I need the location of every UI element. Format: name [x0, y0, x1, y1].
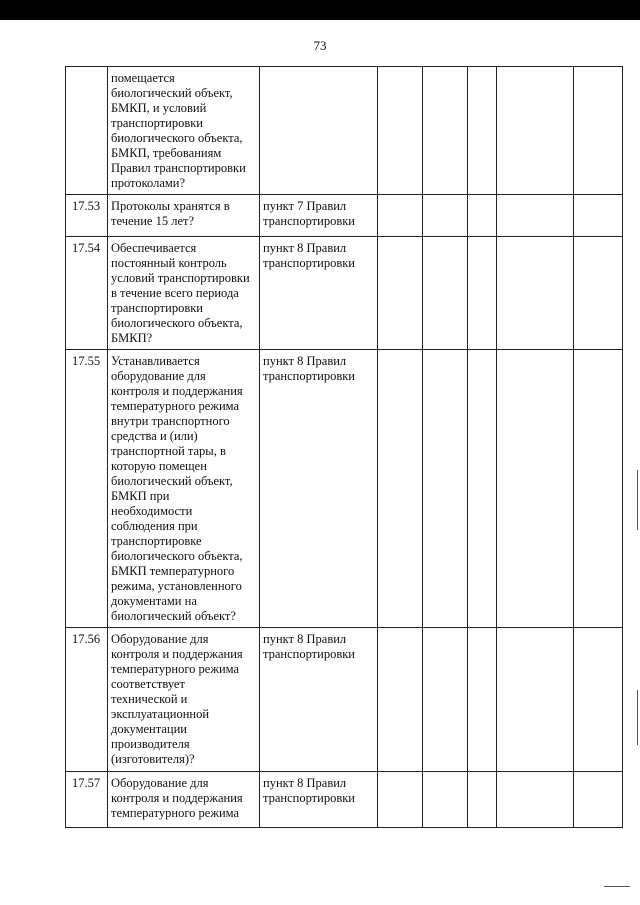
table-row [66, 772, 623, 828]
empty-cell [574, 67, 623, 195]
page-number: 73 [313, 38, 327, 53]
row-number: 17.56 [66, 628, 108, 772]
empty-cell [468, 67, 497, 195]
empty-cell [574, 772, 623, 828]
row-number: 17.57 [66, 772, 108, 828]
requirement-question: Оборудование для контроля и поддержания температурного режима соответствует технической и эксплуатационной документации производителя (изготовителя)? [108, 628, 260, 772]
empty-cell [378, 237, 423, 350]
scan-edge-mark [637, 470, 638, 530]
empty-cell [497, 195, 574, 237]
empty-cell [497, 67, 574, 195]
empty-cell [378, 628, 423, 772]
scan-edge-mark [637, 690, 638, 745]
empty-cell [423, 67, 468, 195]
table-row [66, 195, 623, 237]
empty-cell [497, 350, 574, 628]
empty-cell [378, 67, 423, 195]
empty-cell [423, 628, 468, 772]
empty-cell [378, 350, 423, 628]
legal-reference: пункт 8 Правил транспортировки [260, 350, 378, 628]
empty-cell [497, 628, 574, 772]
empty-cell [423, 237, 468, 350]
empty-cell [468, 195, 497, 237]
empty-cell [378, 195, 423, 237]
empty-cell [468, 237, 497, 350]
scan-edge-mark [604, 886, 630, 887]
legal-reference: пункт 8 Правил транспортировки [260, 628, 378, 772]
row-number [66, 67, 108, 195]
empty-cell [468, 350, 497, 628]
empty-cell [574, 628, 623, 772]
legal-reference [260, 67, 378, 195]
empty-cell [574, 237, 623, 350]
legal-reference: пункт 8 Правил транспортировки [260, 772, 378, 828]
empty-cell [468, 772, 497, 828]
row-number: 17.54 [66, 237, 108, 350]
empty-cell [378, 772, 423, 828]
requirement-question: Устанавливается оборудование для контроля и поддержания температурного режима внутри транспортного средства и (или) транспортной тары, в которую помещен биологический объект, БМКП при необходимости соблюдения при транспортировке биологического объекта, БМКП температурного режима, установленного документами на биологический объект? [108, 350, 260, 628]
table-row [66, 67, 623, 195]
legal-reference: пункт 7 Правил транспортировки [260, 195, 378, 237]
requirement-question: Оборудование для контроля и поддержания температурного режима [108, 772, 260, 828]
table-row [66, 628, 623, 772]
empty-cell [423, 772, 468, 828]
row-number: 17.55 [66, 350, 108, 628]
row-number: 17.53 [66, 195, 108, 237]
empty-cell [468, 628, 497, 772]
empty-cell [423, 195, 468, 237]
legal-reference: пункт 8 Правил транспортировки [260, 237, 378, 350]
empty-cell [497, 237, 574, 350]
top-scan-border [0, 0, 640, 20]
table-row [66, 350, 623, 628]
table-row [66, 237, 623, 350]
requirement-question: Обеспечивается постоянный контроль условий транспортировки в течение всего периода транспортировки биологического объекта, БМКП? [108, 237, 260, 350]
requirement-question: помещается биологический объект, БМКП, и условий транспортировки биологического объекта, БМКП, требованиям Правил транспортировки протоколами? [108, 67, 260, 195]
empty-cell [497, 772, 574, 828]
empty-cell [423, 350, 468, 628]
requirement-question: Протоколы хранятся в течение 15 лет? [108, 195, 260, 237]
empty-cell [574, 350, 623, 628]
checklist-table [65, 66, 623, 828]
empty-cell [574, 195, 623, 237]
